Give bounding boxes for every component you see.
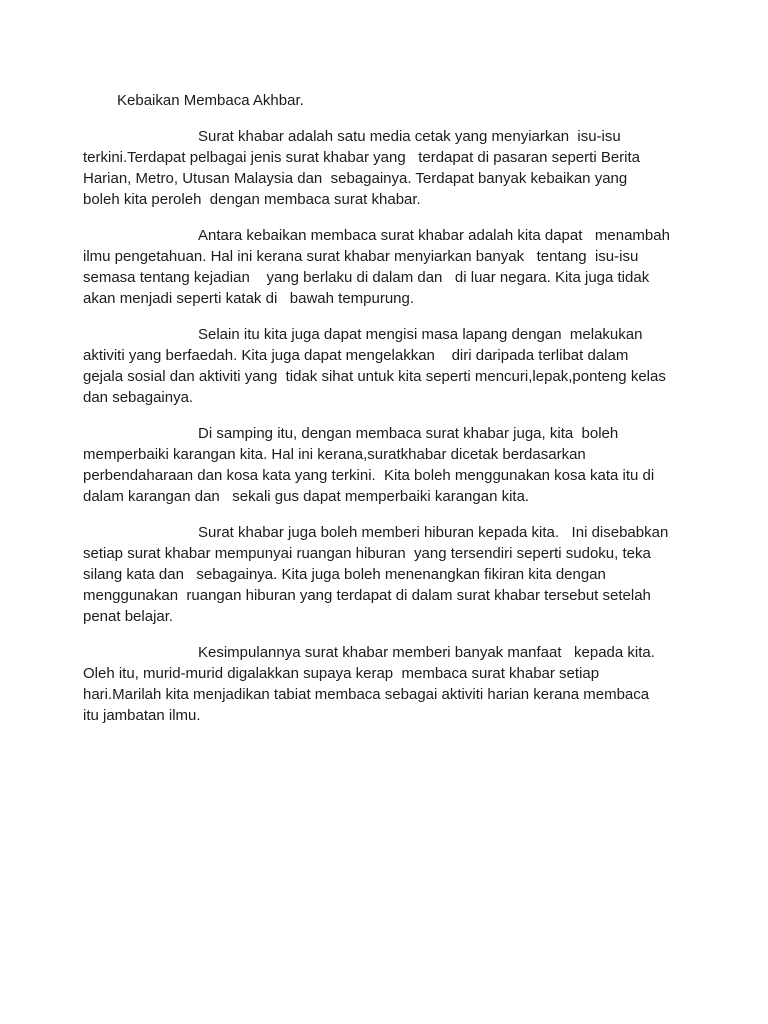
- text-line: setiap surat khabar mempunyai ruangan hiburan yang tersendiri seperti sudoku, teka: [83, 545, 651, 562]
- text-line: Harian, Metro, Utusan Malaysia dan sebagainya. Terdapat banyak kebaikan yang: [83, 170, 628, 187]
- text-line: semasa tentang kejadian yang berlaku di dalam dan di luar negara. Kita juga tidak: [83, 269, 650, 286]
- text-line: penat belajar.: [83, 608, 174, 625]
- text-line: akan menjadi seperti katak di bawah tempurung.: [83, 290, 415, 307]
- paragraph: [83, 423, 684, 507]
- text-line: dan sebagainya.: [83, 389, 194, 406]
- document-title: Kebaikan Membaca Akhbar.: [117, 92, 304, 109]
- text-line: dalam karangan dan sekali gus dapat memperbaiki karangan kita.: [83, 488, 530, 505]
- text-line: aktiviti yang berfaedah. Kita juga dapat mengelakkan diri daripada terlibat dalam: [83, 347, 629, 364]
- paragraph: [83, 126, 684, 210]
- text-line: terkini.Terdapat pelbagai jenis surat khabar yang terdapat di pasaran seperti Berita: [83, 149, 640, 166]
- text-line: hari.Marilah kita menjadikan tabiat membaca sebagai aktiviti harian kerana membaca: [83, 686, 650, 703]
- text-line: silang kata dan sebagainya. Kita juga boleh menenangkan fikiran kita dengan: [83, 566, 606, 583]
- text-line: ilmu pengetahuan. Hal ini kerana surat khabar menyiarkan banyak tentang isu-isu: [83, 248, 639, 265]
- text-line: boleh kita peroleh dengan membaca surat khabar.: [83, 191, 421, 208]
- text-line: perbendaharaan dan kosa kata yang terkini. Kita boleh menggunakan kosa kata itu di: [83, 467, 655, 484]
- text-line: Antara kebaikan membaca surat khabar adalah kita dapat menambah: [198, 227, 670, 244]
- text-line: memperbaiki karangan kita. Hal ini kerana,suratkhabar dicetak berdasarkan: [83, 446, 586, 463]
- text-line: Di samping itu, dengan membaca surat khabar juga, kita boleh: [198, 425, 619, 442]
- text-line: Surat khabar adalah satu media cetak yang menyiarkan isu-isu: [198, 128, 621, 145]
- text-line: Oleh itu, murid-murid digalakkan supaya kerap membaca surat khabar setiap: [83, 665, 600, 682]
- text-line: gejala sosial dan aktiviti yang tidak sihat untuk kita seperti mencuri,lepak,ponteng kelas: [83, 368, 666, 385]
- essay-body: [83, 126, 684, 726]
- paragraph: [83, 225, 684, 309]
- paragraph: [83, 522, 684, 627]
- text-line: Surat khabar juga boleh memberi hiburan kepada kita. Ini disebabkan: [198, 524, 669, 541]
- paragraph: [83, 642, 684, 726]
- paragraph: [83, 324, 684, 408]
- text-line: Kesimpulannya surat khabar memberi banyak manfaat kepada kita.: [198, 644, 655, 661]
- text-line: Selain itu kita juga dapat mengisi masa lapang dengan melakukan: [198, 326, 643, 343]
- text-line: itu jambatan ilmu.: [83, 707, 201, 724]
- text-line: menggunakan ruangan hiburan yang terdapat di dalam surat khabar tersebut setelah: [83, 587, 651, 604]
